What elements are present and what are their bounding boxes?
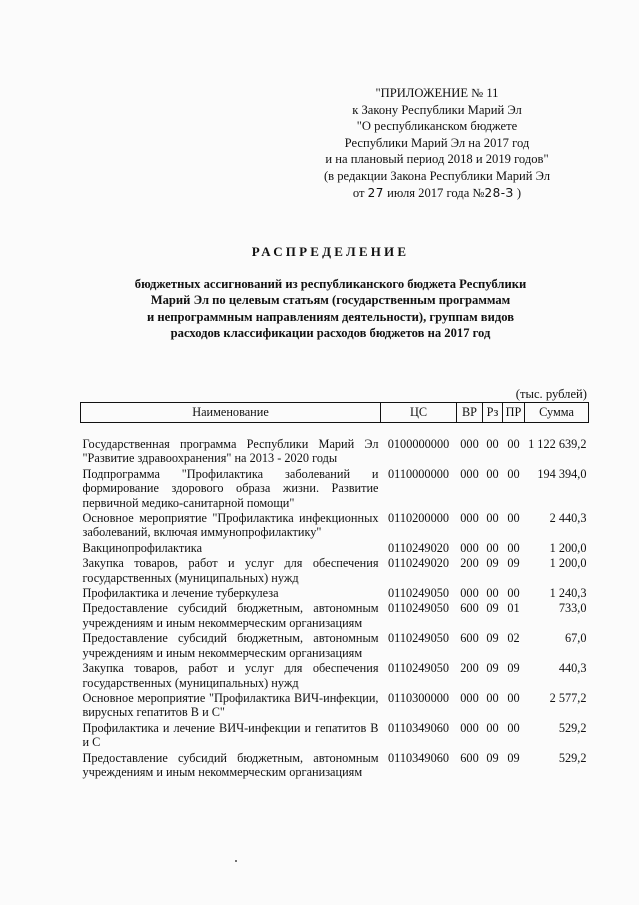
header-cs: ЦС	[381, 403, 457, 423]
row-sum: 67,0	[564, 631, 587, 646]
table-row	[81, 661, 589, 691]
row-vr: 000	[460, 720, 479, 735]
header-vr: ВР	[457, 403, 483, 423]
row-name: Закупка товаров, работ и услуг для обеспечения государственных (муниципальных) нужд	[82, 556, 379, 585]
row-pr: 00	[507, 690, 520, 705]
row-name: Предоставление субсидий бюджетным, автономным учреждениям и иным некоммерческим организациям	[82, 750, 379, 779]
appendix-line: "О республиканском бюджете	[356, 119, 518, 134]
handwritten-number: 28-З	[484, 185, 514, 200]
table-row	[81, 556, 589, 586]
row-pr: 09	[507, 556, 520, 571]
row-sum: 1 240,3	[549, 586, 587, 601]
row-pr: 00	[507, 437, 520, 451]
row-pr: 00	[507, 466, 520, 481]
row-vr: 000	[460, 586, 479, 601]
header-pr: ПР	[503, 403, 525, 423]
row-cs: 0110349060	[387, 720, 450, 735]
row-name: Вакцинопрофилактика	[82, 540, 203, 555]
document-subtitle	[0, 276, 639, 342]
scan-speck	[235, 860, 237, 862]
row-sum: 1 200,0	[549, 556, 587, 571]
subtitle-line: Марий Эл по целевым статьям (государственным программам	[150, 293, 511, 308]
row-pr: 00	[507, 540, 520, 555]
row-rz: 09	[486, 601, 499, 616]
row-cs: 0110300000	[387, 690, 450, 705]
row-rz: 09	[486, 631, 499, 646]
budget-table	[80, 402, 589, 780]
row-sum: 1 200,0	[549, 540, 587, 555]
appendix-date-line	[287, 185, 587, 202]
table-row	[81, 601, 589, 631]
date-middle: июля 2017 года №	[387, 185, 485, 200]
row-cs: 0110249050	[387, 586, 450, 601]
row-vr: 600	[460, 631, 479, 646]
table-row	[81, 541, 589, 556]
row-sum: 194 394,0	[537, 466, 587, 481]
row-rz: 00	[486, 540, 499, 555]
row-pr: 09	[507, 661, 520, 676]
row-sum: 1 122 639,2	[528, 437, 587, 451]
row-vr: 000	[460, 511, 479, 526]
appendix-line: (в редакции Закона Республики Марий Эл	[323, 168, 551, 183]
row-name: Закупка товаров, работ и услуг для обеспечения государственных (муниципальных) нужд	[82, 661, 379, 690]
row-cs: 0110349060	[387, 750, 450, 765]
appendix-line: "ПРИЛОЖЕНИЕ № 11	[375, 86, 499, 100]
header-sum: Сумма	[525, 403, 589, 423]
table-row	[81, 691, 589, 721]
row-pr: 00	[507, 720, 520, 735]
row-name: Подпрограмма "Профилактика заболеваний и формирование здорового образа жизни. Развитие первичной медико-санитарной помощи"	[82, 466, 379, 510]
units-label: (тыс. рублей)	[515, 387, 587, 401]
row-vr: 600	[460, 601, 479, 616]
date-prefix: от	[352, 185, 365, 200]
row-vr: 000	[460, 540, 479, 555]
row-sum: 733,0	[558, 601, 587, 616]
row-cs: 0110000000	[387, 466, 450, 481]
row-name: Государственная программа Республики Марий Эл "Развитие здравоохранения" на 2013 - 2020 годы	[82, 437, 379, 466]
row-name: Профилактика и лечение ВИЧ-инфекции и гепатитов В и С	[82, 720, 379, 750]
row-rz: 09	[486, 750, 499, 765]
table-header-row	[81, 403, 589, 423]
row-sum: 2 440,3	[549, 511, 587, 526]
appendix-line: и на плановый период 2018 и 2019 годов"	[325, 152, 549, 167]
row-pr: 02	[507, 631, 520, 646]
row-sum: 440,3	[558, 661, 587, 676]
table-row	[81, 631, 589, 661]
row-vr: 200	[460, 556, 479, 571]
row-name: Основное мероприятие "Профилактика ВИЧ-инфекции, вирусных гепатитов В и С"	[82, 690, 379, 720]
row-pr: 00	[507, 511, 520, 526]
document-title: РАСПРЕДЕЛЕНИЕ	[251, 244, 410, 259]
date-suffix: )	[516, 185, 522, 200]
row-rz: 00	[486, 437, 499, 451]
subtitle-line: расходов классификации расходов бюджетов на 2017 год	[170, 326, 491, 341]
row-rz: 00	[486, 586, 499, 601]
row-cs: 0110200000	[387, 511, 450, 526]
row-sum: 529,2	[558, 750, 587, 765]
row-rz: 09	[486, 661, 499, 676]
appendix-line: к Закону Республики Марий Эл	[352, 102, 522, 117]
table-row	[81, 721, 589, 751]
row-rz: 00	[486, 511, 499, 526]
row-vr: 000	[460, 466, 479, 481]
row-rz: 00	[486, 690, 499, 705]
row-name: Предоставление субсидий бюджетным, автономным учреждениям и иным некоммерческим организациям	[82, 601, 379, 630]
row-name: Основное мероприятие "Профилактика инфекционных заболеваний, включая иммунопрофилактику"	[82, 511, 379, 540]
row-rz: 00	[486, 466, 499, 481]
header-rz: Рз	[483, 403, 503, 423]
row-cs: 0110249020	[387, 540, 450, 555]
table-row	[81, 586, 589, 601]
table-row	[81, 467, 589, 511]
row-name: Предоставление субсидий бюджетным, автономным учреждениям и иным некоммерческим организациям	[82, 631, 379, 660]
row-cs: 0110249020	[387, 556, 450, 571]
row-rz: 09	[486, 556, 499, 571]
header-name: Наименование	[81, 403, 381, 423]
row-cs: 0110249050	[387, 601, 450, 616]
table-row	[81, 511, 589, 541]
appendix-line: Республики Марий Эл на 2017 год	[344, 135, 530, 150]
row-sum: 529,2	[558, 720, 587, 735]
row-pr: 01	[507, 601, 520, 616]
row-name: Профилактика и лечение туберкулеза	[82, 586, 279, 601]
subtitle-line: бюджетных ассигнований из республиканского бюджета Республики	[134, 277, 527, 291]
row-vr: 000	[460, 690, 479, 705]
row-vr: 000	[460, 437, 479, 451]
table-row	[81, 751, 589, 781]
table-row	[81, 437, 589, 467]
appendix-block	[287, 85, 587, 201]
row-pr: 00	[507, 586, 520, 601]
row-vr: 200	[460, 661, 479, 676]
row-cs: 0110249050	[387, 661, 450, 676]
row-pr: 09	[507, 750, 520, 765]
row-rz: 00	[486, 720, 499, 735]
row-cs: 0100000000	[387, 437, 450, 451]
row-cs: 0110249050	[387, 631, 450, 646]
row-sum: 2 577,2	[549, 690, 587, 705]
handwritten-day: 27	[367, 185, 384, 200]
subtitle-line: и непрограммным направлениям деятельности), группам видов	[146, 309, 515, 324]
row-vr: 600	[460, 750, 479, 765]
